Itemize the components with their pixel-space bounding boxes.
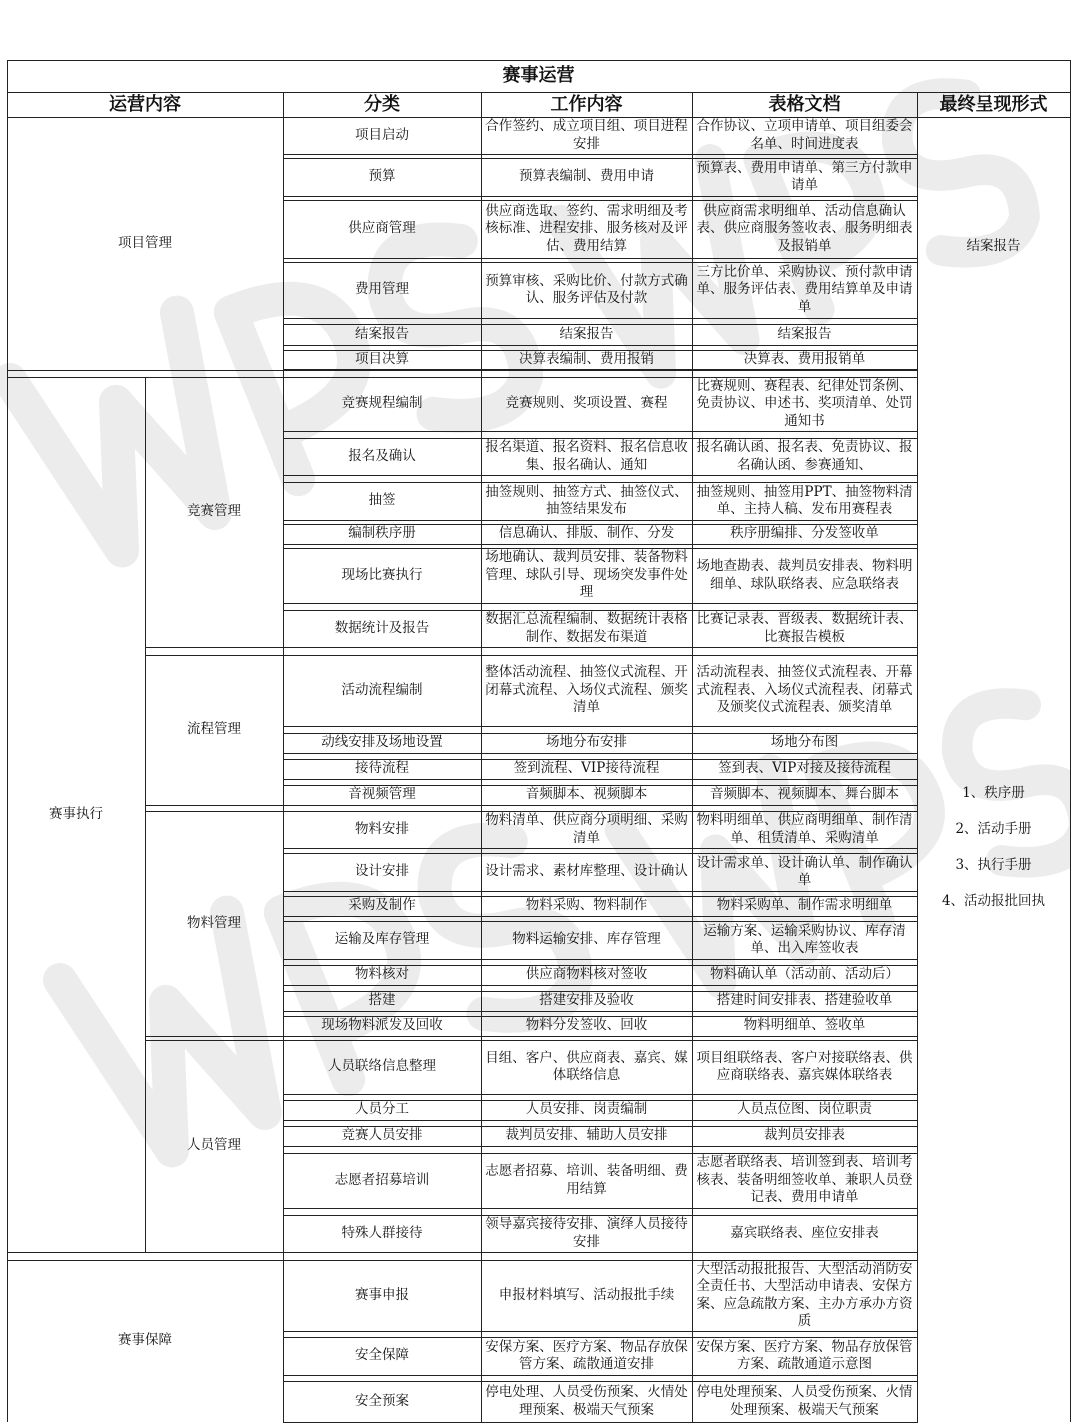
grid-line <box>283 916 918 917</box>
grid-line <box>7 60 1071 61</box>
docs-cell: 裁判员安排表 <box>764 1127 845 1144</box>
docs-cell: 音频脚本、视频脚本、舞台脚本 <box>710 786 899 803</box>
grid-line <box>283 475 918 476</box>
subcat-materials: 物料管理 <box>187 914 241 931</box>
grid-line <box>283 848 918 849</box>
work-cell: 安保方案、医疗方案、物品存放保管方案、疏散通道安排 <box>485 1338 688 1372</box>
work-cell: 竞赛规则、奖项设置、赛程 <box>505 395 668 412</box>
grid-line <box>283 811 918 812</box>
subcat-personnel: 人员管理 <box>187 1137 241 1154</box>
work-cell: 信息确认、排版、制作、分发 <box>498 525 675 542</box>
grid-line <box>283 647 918 648</box>
grid-line <box>283 1375 918 1376</box>
category-cell: 抽签 <box>368 492 396 509</box>
docs-cell: 报名确认函、报名表、免责协议、报名确认函、参赛通知、 <box>696 439 913 473</box>
final-execution-item: 2、活动手册 <box>955 821 1032 837</box>
work-cell: 目组、客户、供应商表、嘉宾、媒体联络信息 <box>485 1049 688 1083</box>
grid-line <box>145 1040 284 1041</box>
docs-cell: 供应商需求明细单、活动信息确认表、供应商服务签收表、服务明细表及报销单 <box>696 202 913 254</box>
category-cell: 项目决算 <box>355 350 409 367</box>
docs-cell: 安保方案、医疗方案、物品存放保管方案、疏散通道示意图 <box>696 1338 913 1372</box>
category-cell: 志愿者招募培训 <box>334 1171 430 1188</box>
docs-cell: 物料明细单、签收单 <box>743 1017 866 1034</box>
grid-line <box>283 520 918 521</box>
category-cell: 竞赛规程编制 <box>341 395 423 412</box>
docs-cell: 秩序册编排、分发签收单 <box>730 525 879 542</box>
header-docs: 表格文档 <box>768 93 841 115</box>
docs-cell: 三方比价单、采购协议、预付款申请单、服务评估表、费用结算单及申请单 <box>696 263 913 315</box>
work-cell: 预算审核、采购比价、付款方式确认、服务评估及付款 <box>485 272 688 306</box>
grid-line <box>283 324 918 325</box>
grid-line <box>283 759 918 760</box>
header-content: 运营内容 <box>109 93 181 115</box>
work-cell: 报名渠道、报名资料、报名信息收集、报名确认、通知 <box>485 439 688 473</box>
docs-cell: 物料确认单（活动前、活动后） <box>710 966 899 983</box>
grid-line <box>283 92 284 1422</box>
grid-line <box>283 1215 918 1216</box>
category-cell: 物料核对 <box>355 966 409 983</box>
work-cell: 决算表编制、费用报销 <box>519 350 654 367</box>
grid-line <box>692 92 693 1422</box>
work-cell: 预算表编制、费用申请 <box>519 168 654 185</box>
grid-line <box>283 482 918 483</box>
grid-line <box>283 655 918 656</box>
grid-line <box>283 350 918 351</box>
docs-cell: 大型活动报批报告、大型活动消防安全责任书、大型活动申请表、安保方案、应急疏散方案、主办方承办方资质 <box>696 1260 913 1329</box>
grid-line <box>283 1381 918 1382</box>
grid-line <box>283 991 918 992</box>
work-cell: 物料清单、供应商分项明细、采购清单 <box>485 812 688 846</box>
category-cell: 设计安排 <box>355 863 409 880</box>
work-cell: 裁判员安排、辅助人员安排 <box>505 1127 668 1144</box>
section-project-management: 项目管理 <box>118 234 172 251</box>
category-cell: 费用管理 <box>355 281 409 298</box>
grid-line <box>283 610 918 611</box>
category-cell: 运输及库存管理 <box>334 931 430 948</box>
grid-line <box>283 1036 918 1037</box>
work-cell: 结案报告 <box>559 325 614 342</box>
grid-line <box>283 1094 918 1095</box>
section-event-support: 赛事保障 <box>118 1332 172 1349</box>
category-cell: 物料安排 <box>355 820 409 837</box>
docs-cell: 比赛记录表、晋级表、数据统计表、比赛报告模板 <box>696 611 913 645</box>
grid-line <box>481 92 482 1422</box>
grid-line <box>283 891 918 892</box>
grid-line <box>283 154 918 155</box>
category-cell: 人员联络信息整理 <box>328 1058 436 1075</box>
grid-line <box>283 200 918 201</box>
category-cell: 安全预案 <box>355 1392 409 1409</box>
docs-cell: 抽签规则、抽签用PPT、抽签物料清单、主持人稿、发布用赛程表 <box>696 483 913 517</box>
grid-line <box>283 921 918 922</box>
grid-line <box>283 544 918 545</box>
grid-line <box>283 985 918 986</box>
docs-cell: 场地查勘表、裁判员安排表、物料明细单、球队联络表、应急联络表 <box>696 558 913 592</box>
grid-line <box>283 548 918 549</box>
grid-line <box>283 959 918 960</box>
work-cell: 音频脚本、视频脚本 <box>525 786 648 803</box>
grid-line <box>283 1208 918 1209</box>
category-cell: 数据统计及报告 <box>334 619 430 636</box>
docs-cell: 物料明细单、供应商明细单、制作清单、租赁清单、采购清单 <box>696 812 913 846</box>
docs-cell: 嘉宾联络表、座位安排表 <box>730 1224 879 1241</box>
grid-line <box>283 965 918 966</box>
grid-line <box>283 345 918 346</box>
grid-line <box>283 318 918 319</box>
category-cell: 安全保障 <box>355 1347 409 1364</box>
grid-line <box>7 117 1071 118</box>
grid-line <box>283 438 918 439</box>
grid-line <box>7 60 8 1422</box>
final-project: 结案报告 <box>966 238 1021 255</box>
category-cell: 供应商管理 <box>348 220 416 237</box>
category-cell: 编制秩序册 <box>348 525 416 542</box>
final-execution <box>917 377 1070 1317</box>
grid-line <box>283 1011 918 1012</box>
subcat-competition: 竞赛管理 <box>187 503 241 520</box>
final-execution-item: 1、秩序册 <box>962 785 1025 801</box>
work-cell: 抽签规则、抽签方式、抽签仪式、抽签结果发布 <box>485 483 688 517</box>
category-cell: 项目启动 <box>355 126 409 143</box>
category-cell: 竞赛人员安排 <box>341 1127 423 1144</box>
docs-cell: 项目组联络表、客户对接联络表、供应商联络表、嘉宾媒体联络表 <box>696 1049 913 1083</box>
grid-line <box>283 779 918 780</box>
category-cell: 特殊人群接待 <box>341 1224 423 1241</box>
grid-line <box>283 1146 918 1147</box>
grid-line <box>7 1252 918 1253</box>
final-execution-item: 3、执行手册 <box>955 857 1032 873</box>
work-cell: 供应商选取、签约、需求明细及考核标准、进程安排、服务核对及评估、费用结算 <box>485 202 688 254</box>
work-cell: 签到流程、VIP接待流程 <box>513 760 660 777</box>
grid-line <box>283 431 918 432</box>
grid-line <box>145 377 146 1252</box>
grid-line <box>283 785 918 786</box>
work-cell: 志愿者招募、培训、装备明细、费用结算 <box>485 1163 688 1197</box>
grid-line <box>283 262 918 263</box>
grid-line <box>7 370 918 371</box>
sheet-title: 赛事运营 <box>502 65 575 87</box>
docs-cell: 设计需求单、设计确认单、制作确认单 <box>696 854 913 888</box>
docs-cell: 结案报告 <box>777 325 832 342</box>
docs-cell: 志愿者联络表、培训签到表、培训考核表、装备明细签收单、兼职人员登记表、费用申请单 <box>696 1154 913 1206</box>
grid-line <box>145 1036 284 1037</box>
grid-line <box>283 853 918 854</box>
docs-cell: 合作协议、立项申请单、项目组委会名单、时间进度表 <box>696 118 913 152</box>
grid-line <box>283 753 918 754</box>
category-cell: 结案报告 <box>355 325 409 342</box>
category-cell: 现场物料派发及回收 <box>321 1017 443 1034</box>
grid-line <box>283 896 918 897</box>
grid-line <box>283 805 918 806</box>
category-cell: 活动流程编制 <box>341 681 423 698</box>
category-cell: 现场比赛执行 <box>341 566 423 583</box>
category-cell: 采购及制作 <box>348 897 416 914</box>
work-cell: 物料采购、物料制作 <box>525 897 648 914</box>
grid-line <box>145 805 284 806</box>
final-execution-item: 4、活动报批回执 <box>941 893 1046 909</box>
work-cell: 申报材料填写、活动报批手续 <box>498 1286 675 1303</box>
grid-line <box>7 377 918 378</box>
grid-line <box>283 524 918 525</box>
grid-line <box>283 1120 918 1121</box>
grid-line <box>283 158 918 159</box>
grid-line <box>283 1126 918 1127</box>
category-cell: 接待流程 <box>355 760 409 777</box>
work-cell: 场地分布安排 <box>546 734 627 751</box>
work-cell: 供应商物料核对签收 <box>525 966 648 983</box>
docs-cell: 预算表、费用申请单、第三方付款申请单 <box>696 159 913 193</box>
grid-line <box>283 603 918 604</box>
grid-line <box>145 811 284 812</box>
category-cell: 赛事申报 <box>355 1286 409 1303</box>
grid-line <box>283 726 918 727</box>
grid-line <box>283 1016 918 1017</box>
grid-line <box>7 1260 918 1261</box>
header-final: 最终呈现形式 <box>939 93 1048 115</box>
grid-line <box>917 92 918 1422</box>
grid-line <box>7 92 1071 93</box>
category-cell: 动线安排及场地设置 <box>321 734 443 751</box>
grid-line <box>283 1153 918 1154</box>
work-cell: 场地确认、裁判员安排、装备物料管理、球队引导、现场突发事件处理 <box>485 549 688 601</box>
grid-line <box>283 1100 918 1101</box>
docs-cell: 决算表、费用报销单 <box>743 350 866 367</box>
work-cell: 设计需求、素材库整理、设计确认 <box>485 863 688 880</box>
section-event-execution: 赛事执行 <box>49 806 103 823</box>
docs-cell: 比赛规则、赛程表、纪律处罚条例、免责协议、申述书、奖项清单、处罚通知书 <box>696 377 913 429</box>
grid-line <box>283 1337 918 1338</box>
grid-line <box>283 196 918 197</box>
docs-cell: 搭建时间安排表、搭建验收单 <box>716 992 893 1009</box>
docs-cell: 停电处理预案、人员受伤预案、火情处理预案、极端天气预案 <box>696 1384 913 1418</box>
category-cell: 音视频管理 <box>348 786 416 803</box>
subcat-process: 流程管理 <box>187 721 241 738</box>
docs-cell: 人员点位图、岗位职责 <box>737 1101 872 1118</box>
grid-line <box>283 1040 918 1041</box>
work-cell: 搭建安排及验收 <box>539 992 634 1009</box>
category-cell: 预算 <box>368 168 396 185</box>
grid-line <box>145 647 284 648</box>
category-cell: 报名及确认 <box>348 447 416 464</box>
work-cell: 数据汇总流程编制、数据统计表格制作、数据发布渠道 <box>485 611 688 645</box>
docs-cell: 运输方案、运输采购协议、库存清单、出入库签收表 <box>703 922 906 956</box>
work-cell: 物料分发签收、回收 <box>525 1017 648 1034</box>
docs-cell: 活动流程表、抽签仪式流程表、开幕式流程表、入场仪式流程表、闭幕式及颁奖仪式流程表、颁奖清单 <box>696 664 913 716</box>
grid-line <box>283 258 918 259</box>
category-cell: 搭建 <box>368 992 396 1009</box>
header-work: 工作内容 <box>550 93 623 115</box>
grid-line <box>145 655 284 656</box>
work-cell: 人员安排、岗责编制 <box>525 1101 648 1118</box>
work-cell: 领导嘉宾接待安排、演绎人员接待安排 <box>485 1216 688 1250</box>
header-category: 分类 <box>364 93 400 115</box>
grid-line <box>283 1331 918 1332</box>
docs-cell: 物料采购单、制作需求明细单 <box>716 897 893 914</box>
work-cell: 整体活动流程、抽签仪式流程、开闭幕式流程、入场仪式流程、颁奖清单 <box>485 664 688 716</box>
docs-cell: 场地分布图 <box>770 734 839 751</box>
docs-cell: 签到表、VIP对接及接待流程 <box>718 760 891 777</box>
work-cell: 合作签约、成立项目组、项目进程安排 <box>485 118 688 152</box>
grid-line <box>283 733 918 734</box>
work-cell: 物料运输安排、库存管理 <box>512 931 661 948</box>
work-cell: 停电处理、人员受伤预案、火情处理预案、极端天气预案 <box>485 1384 688 1418</box>
category-cell: 人员分工 <box>355 1101 409 1118</box>
